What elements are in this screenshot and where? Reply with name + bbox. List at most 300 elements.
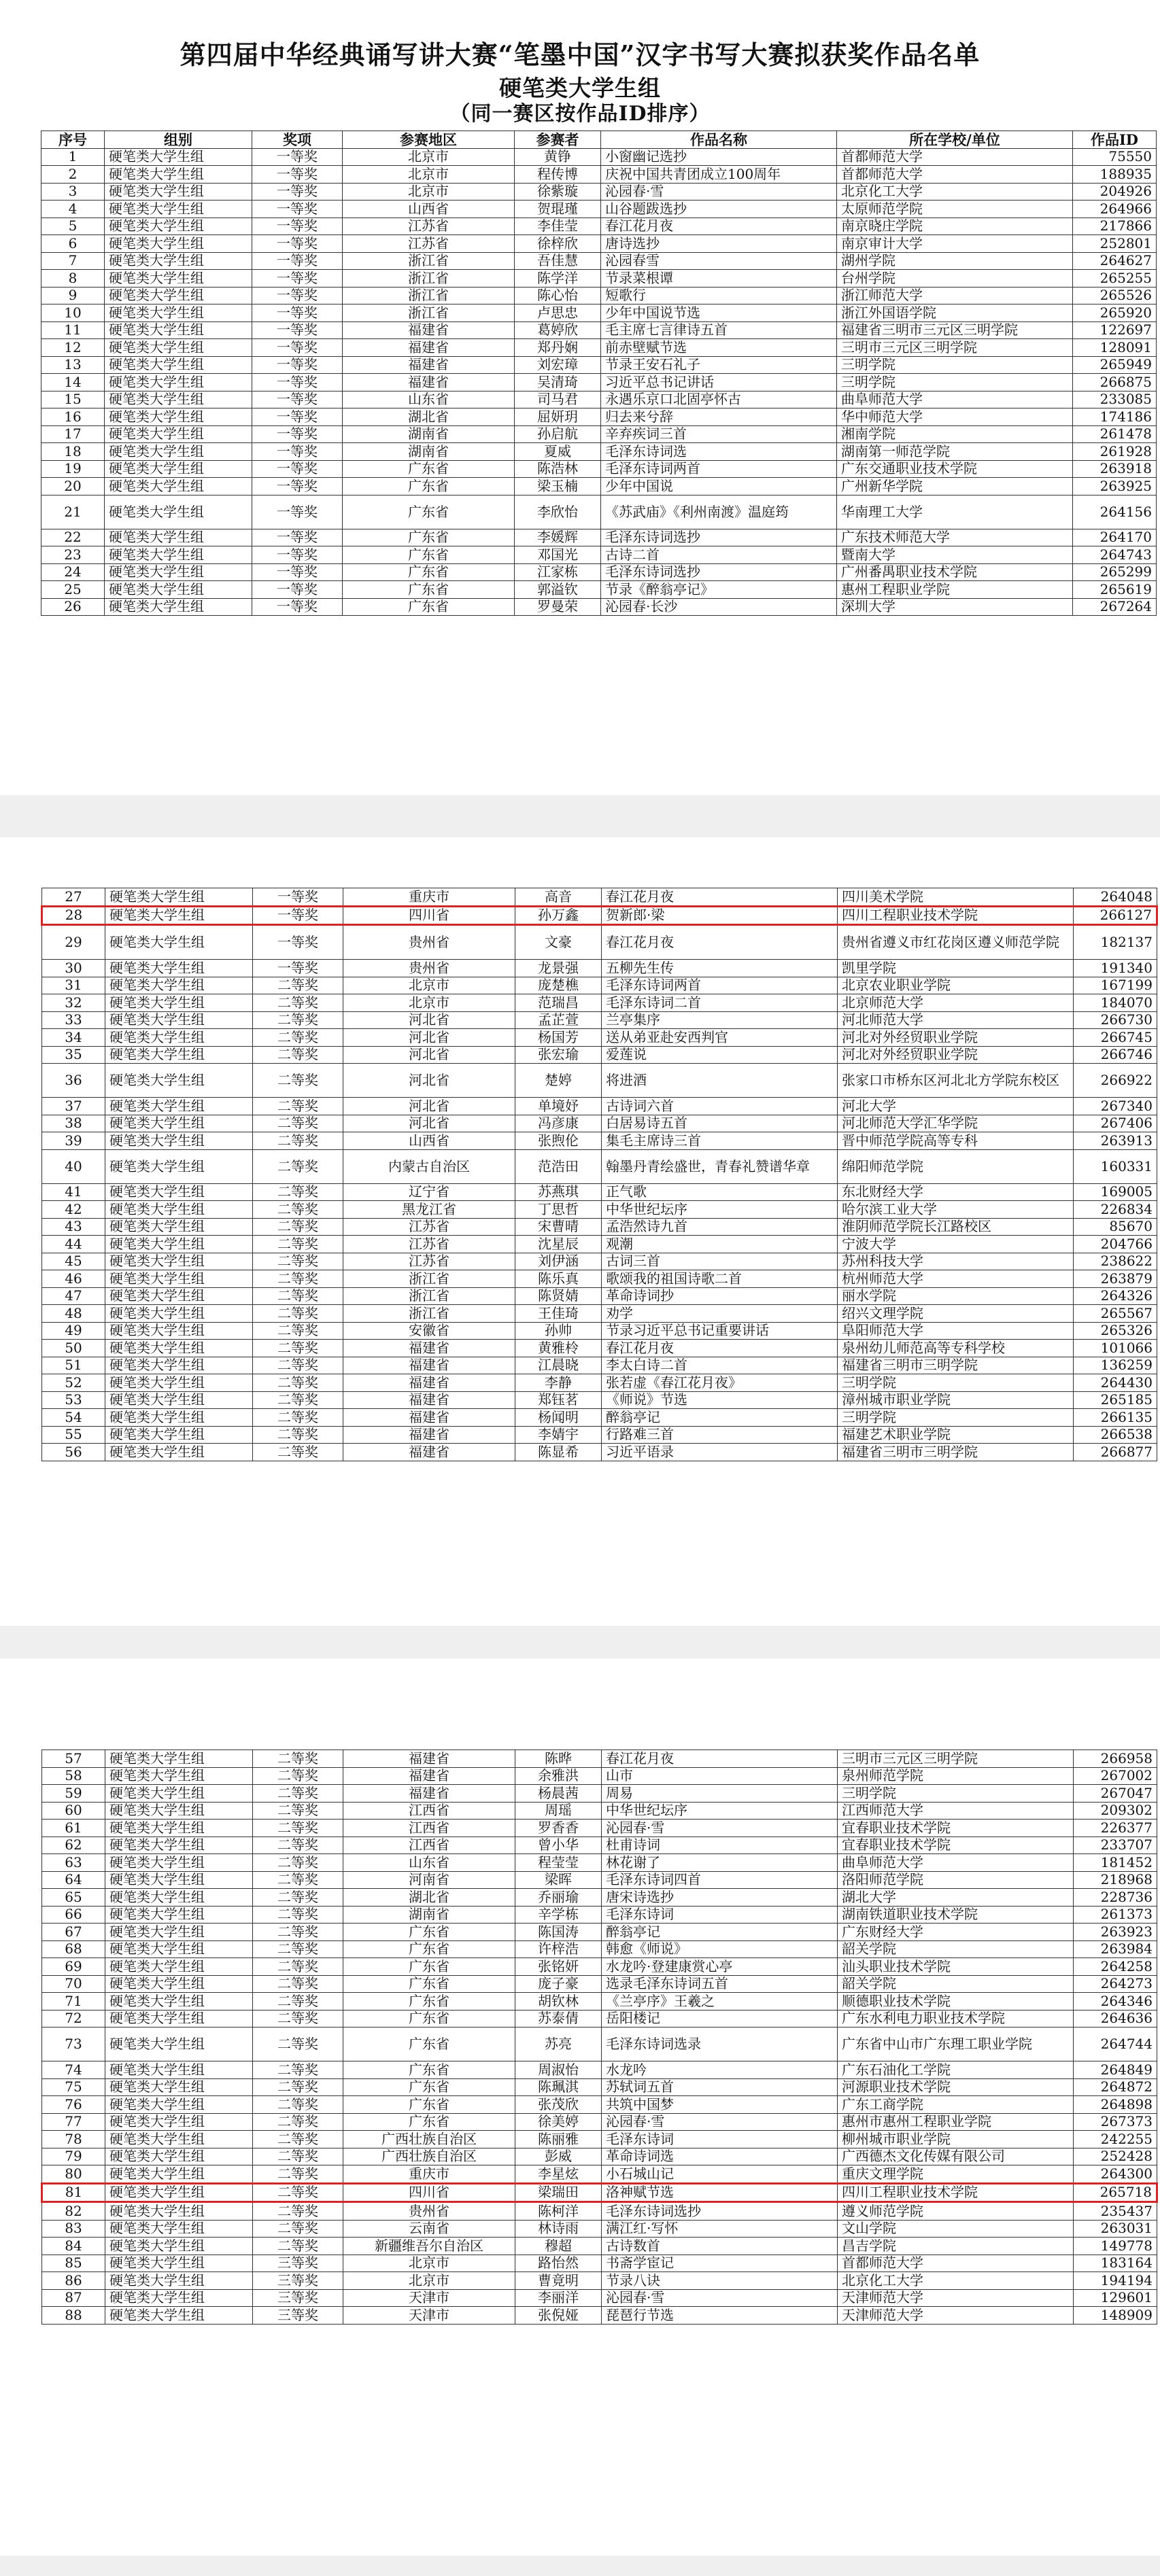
row-participant: 龙景强 xyxy=(515,960,602,977)
row-index: 28 xyxy=(42,906,105,925)
row-index: 52 xyxy=(42,1374,105,1392)
table-row xyxy=(42,2113,1157,2131)
row-index: 4 xyxy=(41,201,105,218)
row-school: 四川工程职业技术学院 xyxy=(838,2183,1074,2202)
row-index: 3 xyxy=(41,183,105,201)
row-work-id: 264872 xyxy=(1074,2078,1157,2096)
row-region: 广东省 xyxy=(343,2010,515,2027)
row-award: 三等奖 xyxy=(253,2307,343,2325)
table-row xyxy=(42,1253,1157,1270)
row-award: 一等奖 xyxy=(252,374,343,391)
row-region: 广东省 xyxy=(343,1993,515,2011)
row-participant: 梁晖 xyxy=(515,1871,602,1889)
row-participant: 文豪 xyxy=(515,925,602,960)
row-participant: 陈显希 xyxy=(515,1444,602,1461)
row-award: 二等奖 xyxy=(253,1409,343,1427)
row-participant: 李佳莹 xyxy=(515,217,601,235)
row-work-name: 醉翁亭记 xyxy=(602,1409,838,1427)
row-region: 广东省 xyxy=(343,1924,515,1941)
table-row xyxy=(42,2131,1157,2148)
row-group: 硬笔类大学生组 xyxy=(105,1750,253,1768)
row-work-name: 歌颂我的祖国诗歌二首 xyxy=(602,1270,838,1288)
row-index: 21 xyxy=(41,495,105,529)
row-region: 河北省 xyxy=(343,1046,515,1064)
row-group: 硬笔类大学生组 xyxy=(105,888,253,907)
row-index: 58 xyxy=(42,1767,105,1785)
row-participant: 李星炫 xyxy=(515,2165,602,2184)
row-work-id: 267340 xyxy=(1074,1098,1157,1115)
row-work-id: 263923 xyxy=(1074,1924,1157,1941)
row-region: 北京市 xyxy=(343,166,515,184)
row-group: 硬笔类大学生组 xyxy=(105,1940,253,1958)
row-index: 88 xyxy=(42,2307,105,2325)
row-award: 一等奖 xyxy=(252,356,343,374)
row-index: 67 xyxy=(42,1924,105,1941)
row-work-name: 节录菜根谭 xyxy=(601,270,837,288)
row-work-id: 209302 xyxy=(1074,1802,1157,1820)
table-row xyxy=(42,1098,1157,1115)
row-work-name: 毛泽东诗词选录 xyxy=(602,2027,838,2061)
row-region: 广东省 xyxy=(343,581,515,599)
row-region: 浙江省 xyxy=(343,252,515,270)
row-region: 北京市 xyxy=(343,148,515,166)
row-work-id: 204766 xyxy=(1074,1236,1157,1253)
row-region: 江西省 xyxy=(343,1802,515,1820)
row-award: 一等奖 xyxy=(253,925,343,960)
row-index: 50 xyxy=(42,1340,105,1357)
row-region: 浙江省 xyxy=(343,270,515,288)
row-index: 81 xyxy=(42,2183,105,2202)
table-row xyxy=(42,1958,1157,1976)
row-work-id: 267047 xyxy=(1074,1785,1157,1803)
row-index: 8 xyxy=(41,270,105,288)
row-index: 14 xyxy=(41,374,105,391)
row-school: 广西德杰文化传媒有限公司 xyxy=(838,2148,1074,2165)
row-index: 6 xyxy=(41,235,105,253)
row-school: 江西师范大学 xyxy=(838,1802,1074,1820)
row-work-name: 习近平总书记讲话 xyxy=(601,374,837,391)
row-school: 太原师范学院 xyxy=(837,201,1073,218)
row-work-name: 归去来兮辞 xyxy=(601,408,837,426)
row-school: 四川美术学院 xyxy=(838,888,1074,907)
row-work-name: 贺新郎·梁 xyxy=(602,906,838,925)
row-work-id: 263918 xyxy=(1073,460,1157,478)
row-region: 河南省 xyxy=(343,1871,515,1889)
row-participant: 卢思忠 xyxy=(515,304,601,322)
row-award: 二等奖 xyxy=(253,2113,343,2131)
row-region: 福建省 xyxy=(343,1391,515,1409)
row-award: 二等奖 xyxy=(253,2027,343,2061)
row-award: 二等奖 xyxy=(253,2238,343,2255)
row-group: 硬笔类大学生组 xyxy=(105,1046,253,1064)
row-award: 二等奖 xyxy=(253,1340,343,1357)
row-work-id: 263879 xyxy=(1074,1270,1157,1288)
row-school: 北京师范大学 xyxy=(838,994,1074,1012)
row-region: 浙江省 xyxy=(343,287,515,304)
row-participant: 孙万鑫 xyxy=(515,906,602,925)
row-award: 二等奖 xyxy=(253,1236,343,1253)
row-school: 首都师范大学 xyxy=(838,2255,1074,2272)
row-school: 福建省三明市三明学院 xyxy=(838,1444,1074,1461)
table-row xyxy=(42,1854,1157,1872)
row-award: 二等奖 xyxy=(253,1064,343,1098)
table-row xyxy=(42,1132,1157,1150)
row-work-id: 265567 xyxy=(1074,1305,1157,1323)
row-work-id: 226377 xyxy=(1074,1820,1157,1837)
row-group: 硬笔类大学生组 xyxy=(105,925,253,960)
row-award: 二等奖 xyxy=(253,1837,343,1854)
row-work-name: 春江花月夜 xyxy=(601,217,837,235)
row-group: 硬笔类大学生组 xyxy=(105,1322,253,1340)
row-work-name: 五柳先生传 xyxy=(602,960,838,977)
table-row xyxy=(42,1426,1157,1444)
row-index: 64 xyxy=(42,1871,105,1889)
row-region: 浙江省 xyxy=(343,1287,515,1305)
row-work-id: 267406 xyxy=(1074,1115,1157,1132)
row-region: 福建省 xyxy=(343,321,515,339)
row-participant: 彭威 xyxy=(515,2148,602,2165)
row-award: 一等奖 xyxy=(252,460,343,478)
row-work-id: 160331 xyxy=(1074,1149,1157,1183)
row-index: 62 xyxy=(42,1837,105,1854)
row-index: 76 xyxy=(42,2096,105,2114)
row-group: 硬笔类大学生组 xyxy=(105,1426,253,1444)
table-row xyxy=(42,2148,1157,2165)
row-award: 二等奖 xyxy=(253,1322,343,1340)
table-row xyxy=(42,1889,1157,1907)
table-row xyxy=(42,2078,1157,2096)
row-school: 广东省中山市广东理工职业学院 xyxy=(838,2027,1074,2061)
row-school: 河北对外经贸职业学院 xyxy=(838,1029,1074,1047)
row-participant: 孟芷萱 xyxy=(515,1011,602,1029)
row-index: 35 xyxy=(42,1046,105,1064)
row-school: 重庆文理学院 xyxy=(838,2165,1074,2184)
row-school: 湖州学院 xyxy=(837,252,1073,270)
row-award: 二等奖 xyxy=(253,994,343,1012)
row-participant: 曹竟明 xyxy=(515,2272,602,2290)
row-region: 北京市 xyxy=(343,2255,515,2272)
row-award: 一等奖 xyxy=(252,183,343,201)
row-work-id: 182137 xyxy=(1074,925,1157,960)
row-award: 二等奖 xyxy=(253,1854,343,1872)
row-school: 三明学院 xyxy=(837,356,1073,374)
row-work-id: 252428 xyxy=(1074,2148,1157,2165)
row-participant: 许梓浩 xyxy=(515,1940,602,1958)
row-region: 福建省 xyxy=(343,1767,515,1785)
row-participant: 陈丽雅 xyxy=(515,2131,602,2148)
row-school: 首都师范大学 xyxy=(837,166,1073,184)
row-group: 硬笔类大学生组 xyxy=(105,2131,253,2148)
row-region: 重庆市 xyxy=(343,888,515,907)
row-index: 17 xyxy=(41,425,105,443)
row-work-name: 短歌行 xyxy=(601,287,837,304)
row-index: 75 xyxy=(42,2078,105,2096)
row-index: 15 xyxy=(41,391,105,408)
table-row xyxy=(42,1871,1157,1889)
row-work-id: 265920 xyxy=(1073,304,1157,322)
row-work-id: 226834 xyxy=(1074,1201,1157,1219)
row-participant: 郑钰茗 xyxy=(515,1391,602,1409)
row-award: 二等奖 xyxy=(253,1374,343,1392)
row-region: 新疆维吾尔自治区 xyxy=(343,2238,515,2255)
table-row xyxy=(42,960,1157,977)
row-index: 85 xyxy=(42,2255,105,2272)
row-group: 硬笔类大学生组 xyxy=(105,906,253,925)
row-index: 24 xyxy=(41,563,105,581)
row-school: 顺德职业技术学院 xyxy=(838,1993,1074,2011)
table-row xyxy=(42,2220,1157,2238)
row-award: 二等奖 xyxy=(253,1391,343,1409)
row-index: 56 xyxy=(42,1444,105,1461)
row-school: 杭州师范大学 xyxy=(838,1270,1074,1288)
table-row xyxy=(42,1322,1157,1340)
row-group: 硬笔类大学生组 xyxy=(105,598,252,616)
row-work-name: 林花谢了 xyxy=(602,1854,838,1872)
row-index: 12 xyxy=(41,339,105,357)
row-index: 27 xyxy=(42,888,105,907)
row-participant: 林诗雨 xyxy=(515,2220,602,2238)
row-group: 硬笔类大学生组 xyxy=(105,356,252,374)
row-school: 四川工程职业技术学院 xyxy=(838,906,1074,925)
row-participant: 苏亮 xyxy=(515,2027,602,2061)
row-index: 73 xyxy=(42,2027,105,2061)
row-region: 福建省 xyxy=(343,356,515,374)
row-region: 湖北省 xyxy=(343,1889,515,1907)
row-school: 北京化工大学 xyxy=(838,2272,1074,2290)
row-award: 二等奖 xyxy=(253,2131,343,2148)
row-region: 内蒙古自治区 xyxy=(343,1149,515,1183)
row-work-name: 毛泽东诗词两首 xyxy=(601,460,837,478)
row-work-name: 张若虚《春江花月夜》 xyxy=(602,1374,838,1392)
row-work-name: 孟浩然诗九首 xyxy=(602,1218,838,1236)
row-group: 硬笔类大学生组 xyxy=(105,495,252,529)
row-work-id: 184070 xyxy=(1074,994,1157,1012)
row-region: 天津市 xyxy=(343,2307,515,2325)
table-row xyxy=(41,460,1157,478)
row-participant: 张茂欣 xyxy=(515,2096,602,2114)
row-group: 硬笔类大学生组 xyxy=(105,166,252,184)
row-participant: 余雅洪 xyxy=(515,1767,602,1785)
row-region: 天津市 xyxy=(343,2289,515,2307)
row-region: 福建省 xyxy=(343,1340,515,1357)
row-work-id: 266730 xyxy=(1074,1011,1157,1029)
row-index: 83 xyxy=(42,2220,105,2238)
row-school: 遵义师范学院 xyxy=(838,2202,1074,2221)
row-award: 二等奖 xyxy=(253,1940,343,1958)
row-work-id: 266538 xyxy=(1074,1426,1157,1444)
page-3 xyxy=(0,1658,1160,2556)
row-region: 安徽省 xyxy=(343,1322,515,1340)
row-region: 福建省 xyxy=(343,1357,515,1374)
row-region: 江西省 xyxy=(343,1820,515,1837)
row-index: 26 xyxy=(41,598,105,616)
row-award: 二等奖 xyxy=(253,2010,343,2027)
row-work-name: 毛泽东诗词选抄 xyxy=(601,529,837,546)
table-row xyxy=(42,1409,1157,1427)
row-group: 硬笔类大学生组 xyxy=(105,1958,253,1976)
row-region: 广东省 xyxy=(343,2078,515,2096)
row-participant: 路怡然 xyxy=(515,2255,602,2272)
row-group: 硬笔类大学生组 xyxy=(105,2307,253,2325)
table-row xyxy=(42,2165,1157,2184)
row-school: 宜春职业技术学院 xyxy=(838,1837,1074,1854)
row-participant: 单境妤 xyxy=(515,1098,602,1115)
row-group: 硬笔类大学生组 xyxy=(105,374,252,391)
row-index: 30 xyxy=(42,960,105,977)
row-work-name: 洛神赋节选 xyxy=(602,2183,838,2202)
row-participant: 黄雅柃 xyxy=(515,1340,602,1357)
table-row xyxy=(41,166,1157,184)
row-school: 首都师范大学 xyxy=(837,148,1073,166)
row-region: 广东省 xyxy=(343,1940,515,1958)
row-group: 硬笔类大学生组 xyxy=(105,443,252,461)
row-region: 北京市 xyxy=(343,994,515,1012)
table-row xyxy=(41,598,1157,616)
row-group: 硬笔类大学生组 xyxy=(105,287,252,304)
row-school: 湖北大学 xyxy=(838,1889,1074,1907)
row-group: 硬笔类大学生组 xyxy=(105,1115,253,1132)
row-index: 68 xyxy=(42,1940,105,1958)
table-row xyxy=(42,1305,1157,1323)
row-work-id: 263031 xyxy=(1074,2220,1157,2238)
table-row xyxy=(42,925,1157,960)
row-participant: 陈心怡 xyxy=(515,287,601,304)
row-region: 广东省 xyxy=(343,495,515,529)
row-school: 北京农业职业学院 xyxy=(838,977,1074,994)
table-row xyxy=(42,1218,1157,1236)
row-award: 一等奖 xyxy=(252,235,343,253)
row-school: 广东水利电力职业技术学院 xyxy=(838,2010,1074,2027)
row-work-id: 266745 xyxy=(1074,1029,1157,1047)
row-index: 36 xyxy=(42,1064,105,1098)
row-school: 暨南大学 xyxy=(837,546,1073,564)
row-group: 硬笔类大学生组 xyxy=(105,1253,253,1270)
table-row xyxy=(42,2202,1157,2221)
row-work-name: 琵琶行节选 xyxy=(602,2307,838,2325)
row-work-name: 古诗二首 xyxy=(601,546,837,564)
row-work-id: 101066 xyxy=(1074,1340,1157,1357)
row-work-name: 古诗数首 xyxy=(602,2238,838,2255)
row-work-id: 264849 xyxy=(1074,2061,1157,2079)
row-work-name: 书斋学宦记 xyxy=(602,2255,838,2272)
row-work-name: 辛弃疾词三首 xyxy=(601,425,837,443)
row-participant: 孙帅 xyxy=(515,1322,602,1340)
row-work-id: 264346 xyxy=(1074,1993,1157,2011)
row-work-name: 毛主席七言律诗五首 xyxy=(601,321,837,339)
table-row xyxy=(41,183,1157,201)
table-row xyxy=(42,1940,1157,1958)
row-work-name: 毛泽东诗词两首 xyxy=(602,977,838,994)
row-index: 79 xyxy=(42,2148,105,2165)
row-school: 河北师范大学 xyxy=(838,1011,1074,1029)
row-work-name: 集毛主席诗三首 xyxy=(602,1132,838,1150)
row-work-id: 174186 xyxy=(1073,408,1157,426)
row-participant: 陈乐真 xyxy=(515,1270,602,1288)
row-index: 87 xyxy=(42,2289,105,2307)
row-school: 河北对外经贸职业学院 xyxy=(838,1046,1074,1064)
row-school: 张家口市桥东区河北北方学院东校区 xyxy=(838,1064,1074,1098)
row-region: 辽宁省 xyxy=(343,1183,515,1201)
row-work-name: 沁园春·雪 xyxy=(602,2113,838,2131)
row-participant: 张倪娅 xyxy=(515,2307,602,2325)
row-region: 河北省 xyxy=(343,1115,515,1132)
row-participant: 葛婷欣 xyxy=(515,321,601,339)
page-2 xyxy=(0,837,1160,1626)
row-participant: 江晨晓 xyxy=(515,1357,602,1374)
row-participant: 楚婷 xyxy=(515,1064,602,1098)
row-work-id: 181452 xyxy=(1074,1854,1157,1872)
row-group: 硬笔类大学生组 xyxy=(105,1011,253,1029)
row-school: 贵州省遵义市红花岗区遵义师范学院 xyxy=(838,925,1074,960)
row-work-id: 261928 xyxy=(1073,443,1157,461)
row-index: 5 xyxy=(41,217,105,235)
row-work-id: 265949 xyxy=(1073,356,1157,374)
row-work-name: 春江花月夜 xyxy=(602,925,838,960)
row-participant: 陈晔 xyxy=(515,1750,602,1768)
row-award: 一等奖 xyxy=(253,906,343,925)
table-row xyxy=(42,1391,1157,1409)
row-index: 71 xyxy=(42,1993,105,2011)
row-work-name: 行路难三首 xyxy=(602,1426,838,1444)
row-school: 宁波大学 xyxy=(838,1236,1074,1253)
row-group: 硬笔类大学生组 xyxy=(105,201,252,218)
row-school: 湖南第一师范学院 xyxy=(837,443,1073,461)
row-award: 一等奖 xyxy=(252,304,343,322)
row-school: 文山学院 xyxy=(838,2220,1074,2238)
row-award: 一等奖 xyxy=(252,546,343,564)
table-row xyxy=(41,252,1157,270)
row-region: 河北省 xyxy=(343,1029,515,1047)
row-work-name: 沁园春雪 xyxy=(601,252,837,270)
row-work-name: 翰墨丹青绘盛世，青春礼赞谱华章 xyxy=(602,1149,838,1183)
row-award: 二等奖 xyxy=(253,1871,343,1889)
row-index: 84 xyxy=(42,2238,105,2255)
row-participant: 高音 xyxy=(515,888,602,907)
row-region: 河北省 xyxy=(343,1098,515,1115)
row-award: 三等奖 xyxy=(253,2272,343,2290)
row-index: 82 xyxy=(42,2202,105,2221)
row-region: 福建省 xyxy=(343,1785,515,1803)
row-award: 一等奖 xyxy=(253,960,343,977)
row-award: 二等奖 xyxy=(253,1011,343,1029)
row-group: 硬笔类大学生组 xyxy=(105,1357,253,1374)
row-index: 9 xyxy=(41,287,105,304)
row-region: 广东省 xyxy=(343,2061,515,2079)
row-participant: 李丽洋 xyxy=(515,2289,602,2307)
row-group: 硬笔类大学生组 xyxy=(105,1820,253,1837)
row-index: 57 xyxy=(42,1750,105,1768)
row-group: 硬笔类大学生组 xyxy=(105,2272,253,2290)
row-work-id: 233085 xyxy=(1073,391,1157,408)
row-work-id: 265326 xyxy=(1074,1322,1157,1340)
row-participant: 程传博 xyxy=(515,166,601,184)
row-work-id: 136259 xyxy=(1074,1357,1157,1374)
row-group: 硬笔类大学生组 xyxy=(105,1906,253,1924)
row-school: 三明学院 xyxy=(837,374,1073,391)
row-work-id: 167199 xyxy=(1074,977,1157,994)
row-region: 江苏省 xyxy=(343,235,515,253)
table-row xyxy=(42,1011,1157,1029)
row-work-name: 少年中国说 xyxy=(601,478,837,495)
row-participant: 孙启航 xyxy=(515,425,601,443)
row-work-id: 264273 xyxy=(1074,1975,1157,1993)
row-work-name: 春江花月夜 xyxy=(602,1340,838,1357)
row-group: 硬笔类大学生组 xyxy=(105,1236,253,1253)
row-index: 25 xyxy=(41,581,105,599)
row-index: 44 xyxy=(42,1236,105,1253)
row-award: 一等奖 xyxy=(252,166,343,184)
row-index: 70 xyxy=(42,1975,105,1993)
